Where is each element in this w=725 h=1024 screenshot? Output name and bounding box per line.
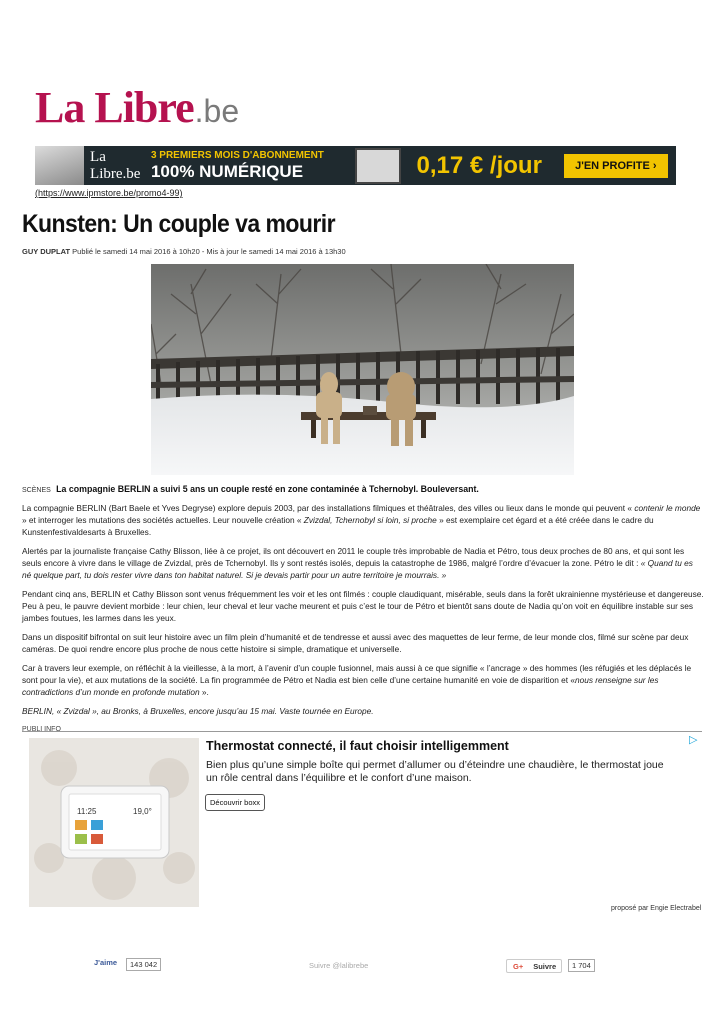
- article-date: Publié le samedi 14 mai 2016 à 10h20 - Mis à jour le samedi 14 mai 2016 à 13h30: [70, 247, 346, 256]
- ad-image[interactable]: [29, 738, 199, 907]
- logo-main-text: La Libre: [35, 83, 194, 132]
- banner-offer-text: [151, 150, 335, 181]
- subscription-banner[interactable]: [35, 146, 676, 185]
- article-meta: [22, 247, 346, 256]
- twitter-follow-button[interactable]: Suivre @lalibrebe: [309, 961, 369, 970]
- article-kicker: SCÈNES: [22, 487, 51, 494]
- ad-label: PUBLI INFO: [22, 726, 61, 733]
- thermostat-image: [29, 738, 199, 907]
- banner-link[interactable]: (https://www.ipmstore.be/promo4-99): [35, 188, 183, 198]
- banner-logo: La Libre.be: [90, 148, 141, 182]
- article-lead-text: La compagnie BERLIN a suivi 5 ans un couple resté en zone contaminée à Tchernobyl. Bouleversant.: [56, 484, 479, 494]
- banner-cta-button[interactable]: J'EN PROFITE ›: [564, 154, 668, 178]
- thermostat-temp: 19,0°: [133, 807, 152, 816]
- adchoices-icon[interactable]: ▷: [689, 734, 698, 746]
- facebook-like-count: 143 042: [126, 958, 161, 971]
- facebook-like-button[interactable]: J'aime: [94, 958, 118, 967]
- banner-newspaper-image: [35, 146, 84, 185]
- gplus-count: 1 704: [568, 959, 595, 972]
- article-photo: [151, 264, 574, 475]
- article-author[interactable]: GUY DUPLAT: [22, 247, 71, 256]
- paragraph-5: Car à travers leur exemple, on réfléchit à la vieillesse, à la mort, à l’avenir d’un couple fusionnel, mais aussi à ce que signifie « l’ancrage » des hommes (les réfugiés et les déplacés le sont pour la vie), et aux mutations de la société. La fin programmée de Pétro et Nadia est bien celle d’une certaine humanité en voie de disparition et «nous renseigne sur les contradictions d’un monde en profonde mutation ».: [22, 663, 692, 697]
- gplus-label: Suivre: [533, 961, 557, 971]
- thermostat-time: 11:25: [77, 807, 97, 816]
- article-lead: [22, 484, 702, 494]
- banner-price: 0,17 € /jour: [416, 151, 542, 179]
- banner-line1: 3 PREMIERS MOIS D'ABONNEMENT: [150, 150, 324, 161]
- paragraph-4: Dans un dispositif bifrontal on suit leur histoire avec un film plein d’humanité et de tendresse et aussi avec des maquettes de leur ferme, de leur monde clos, filmé sur scène par deux caméras. De quoi rendre encore plus proche de nous cette histoire si simple, dramatique et universelle.: [22, 632, 689, 654]
- ad-source: proposé par Engie Electrabel: [611, 905, 702, 912]
- article-title: Kunsten: Un couple va mourir: [22, 210, 335, 238]
- ad-title[interactable]: Thermostat connecté, il faut choisir intelligemment: [206, 739, 509, 753]
- banner-phone-image: [355, 148, 400, 184]
- paragraph-1: La compagnie BERLIN (Bart Baele et Yves Degryse) explore depuis 2003, par des installations filmiques et théâtrales, des villes ou lieux dans le monde qui peuvent « contenir le monde » et interroger les mutations des sociétés actuelles. Leur nouvelle création « Zvizdal, Tchernobyl si loin, si proche » est exemplaire cet égard et a été créée dans le cadre du Kunstenfestivaldesarts à Bruxelles.: [22, 503, 701, 537]
- snow-scene-image: [151, 264, 574, 475]
- logo-tld-text: .be: [194, 93, 240, 129]
- site-logo[interactable]: [35, 82, 239, 133]
- banner-line2: 100% NUMÉRIQUE: [150, 162, 304, 181]
- ad-discover-button[interactable]: Découvrir boxx: [205, 794, 265, 811]
- paragraph-2: Alertés par la journaliste française Cathy Blisson, liée à ce projet, ils ont découvert en 2011 le couple très improbable de Nadia et Pétro, tous deux proches de 80 ans, et qui sont les seuls encore à vivre dans le village de Zvizdal, près de Tchernobyl. Ils y sont restés isolés, depuis la catastrophe de 1986, malgré l’ordre d’évacuer la zone. Pétro le dit : « Quand tu es né quelque part, tu dois rester vivre dans ton habitat naturel. Si je devais partir pour un autre territoire je mourrais. »: [22, 546, 693, 580]
- paragraph-6: BERLIN, « Zvizdal », au Bronks, à Bruxelles, encore jusqu’au 15 mai. Vaste tournée en Europe.: [22, 706, 374, 716]
- gplus-follow-button[interactable]: [506, 959, 562, 973]
- gplus-icon: G+: [513, 961, 524, 971]
- ad-text: Bien plus qu’une simple boîte qui permet d’allumer ou d’éteindre une chaudière, le thermostat joue un rôle central dans l’équilibre et le confort d’une maison.: [206, 759, 664, 784]
- paragraph-3: Pendant cinq ans, BERLIN et Cathy Blisson sont venus fréquemment les voir et les ont filmés : couple claudiquant, misérable, seuls dans la forêt ukrainienne mystérieuse et dangereuse. Peu à peu, le pauvre devient morbide : leur chien, leur cheval et leur vache meurent et puis c’est le tour de Pétro et bientôt sans doute de Nadia qu’on voit en équilibre instable sur ses jambes foutues, les larmes dans les yeux.: [22, 589, 704, 623]
- article-body: [22, 502, 704, 724]
- ad-divider: [22, 731, 702, 732]
